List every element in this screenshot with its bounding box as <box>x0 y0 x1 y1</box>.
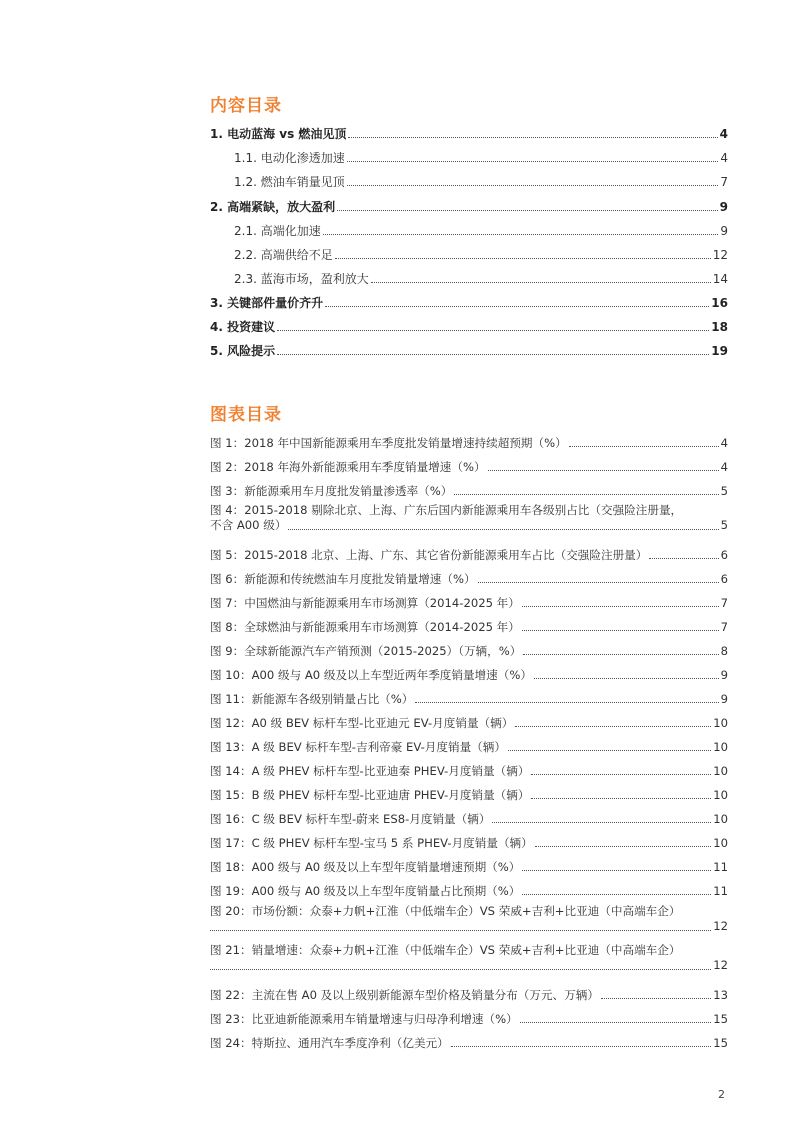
figures-title: 图表目录 <box>210 405 282 425</box>
toc-entry[interactable]: 5. 风险提示 19 <box>210 344 728 358</box>
figure-entry[interactable]: 图 23：比亚迪新能源乘用车销量增速与归母净利增速（%） 15 <box>210 1012 728 1026</box>
figure-entry[interactable]: 图 6：新能源和传统燃油车月度批发销量增速（%） 6 <box>210 572 728 586</box>
figure-entry[interactable]: 图 12：A0 级 BEV 标杆车型-比亚迪元 EV-月度销量（辆） 10 <box>210 716 728 730</box>
toc-entry[interactable]: 1.1. 电动化渗透加速 4 <box>234 151 728 165</box>
figure-entry[interactable]: 图 17：C 级 PHEV 标杆车型-宝马 5 系 PHEV-月度销量（辆） 10 <box>210 836 728 850</box>
toc-entry[interactable]: 2. 高端紧缺，放大盈利 9 <box>210 200 728 214</box>
figure-entry[interactable]: 图 11：新能源车各级别销量占比（%） 9 <box>210 692 728 706</box>
figure-entry[interactable]: 图 8：全球燃油与新能源乘用车市场测算（2014-2025 年） 7 <box>210 620 728 634</box>
figure-entry-line1: 图 4：2015-2018 剔除北京、上海、广东后国内新能源乘用车各级别占比（交强险注册量， <box>210 503 683 517</box>
figure-entry[interactable]: 图 18：A00 级与 A0 级及以上车型年度销量增速预期（%） 11 <box>210 860 728 874</box>
figure-entry[interactable]: 图 14：A 级 PHEV 标杆车型-比亚迪秦 PHEV-月度销量（辆） 10 <box>210 764 728 778</box>
figure-entry[interactable]: 图 1：2018 年中国新能源乘用车季度批发销量增速持续超预期（%） 4 <box>210 436 728 450</box>
figure-entry[interactable]: 图 4：2015-2018 剔除北京、上海、广东后国内新能源乘用车各级别占比（交强险注册量， 不含 A00 级） 5 <box>210 503 728 532</box>
figure-entry[interactable]: 图 20：市场份额：众泰+力帆+江淮（中低端车企）VS 荣威+吉利+比亚迪（中高端车企） 12 <box>210 904 728 933</box>
figure-entry[interactable]: 图 7：中国燃油与新能源乘用车市场测算（2014-2025 年） 7 <box>210 596 728 610</box>
figure-entry-line2: 不含 A00 级） <box>210 518 287 532</box>
toc-entry[interactable]: 3. 关键部件量价齐升 16 <box>210 296 728 310</box>
figure-entry[interactable]: 图 10：A00 级与 A0 级及以上车型近两年季度销量增速（%） 9 <box>210 668 728 682</box>
figure-entry[interactable]: 图 13：A 级 BEV 标杆车型-吉利帝豪 EV-月度销量（辆） 10 <box>210 740 728 754</box>
figure-entry[interactable]: 图 15：B 级 PHEV 标杆车型-比亚迪唐 PHEV-月度销量（辆） 10 <box>210 788 728 802</box>
page-number: 2 <box>718 1088 725 1101</box>
figure-entry-line1: 图 21：销量增速：众泰+力帆+江淮（中低端车企）VS 荣威+吉利+比亚迪（中高端车企） <box>210 943 681 957</box>
toc-entry[interactable]: 4. 投资建议 18 <box>210 320 728 334</box>
figure-entry[interactable]: 图 3：新能源乘用车月度批发销量渗透率（%） 5 <box>210 484 728 498</box>
figure-entry[interactable]: 图 22：主流在售 A0 及以上级别新能源车型价格及销量分布（万元、万辆） 13 <box>210 988 728 1002</box>
figure-entry[interactable]: 图 5：2015-2018 北京、上海、广东、其它省份新能源乘用车占比（交强险注册量） 6 <box>210 548 728 562</box>
figure-entry[interactable]: 图 19：A00 级与 A0 级及以上车型年度销量占比预期（%） 11 <box>210 884 728 898</box>
figure-entry[interactable]: 图 16：C 级 BEV 标杆车型-蔚来 ES8-月度销量（辆） 10 <box>210 812 728 826</box>
figure-entry-line1: 图 20：市场份额：众泰+力帆+江淮（中低端车企）VS 荣威+吉利+比亚迪（中高端车企） <box>210 904 681 918</box>
figure-entry[interactable]: 图 24：特斯拉、通用汽车季度净利（亿美元） 15 <box>210 1036 728 1050</box>
figure-entry[interactable]: 图 9：全球新能源汽车产销预测（2015-2025）（万辆，%） 8 <box>210 644 728 658</box>
figure-entry[interactable]: 图 2：2018 年海外新能源乘用车季度销量增速（%） 4 <box>210 460 728 474</box>
toc-entry[interactable]: 1.2. 燃油车销量见顶 7 <box>234 175 728 189</box>
toc-entry[interactable]: 1. 电动蓝海 vs 燃油见顶 4 <box>210 127 728 141</box>
toc-entry[interactable]: 2.1. 高端化加速 9 <box>234 224 728 238</box>
figure-entry[interactable]: 图 21：销量增速：众泰+力帆+江淮（中低端车企）VS 荣威+吉利+比亚迪（中高端车企） 12 <box>210 943 728 972</box>
toc-title: 内容目录 <box>210 96 282 116</box>
toc-entry[interactable]: 2.2. 高端供给不足 12 <box>234 248 728 262</box>
toc-entry[interactable]: 2.3. 蓝海市场，盈利放大 14 <box>234 272 728 286</box>
